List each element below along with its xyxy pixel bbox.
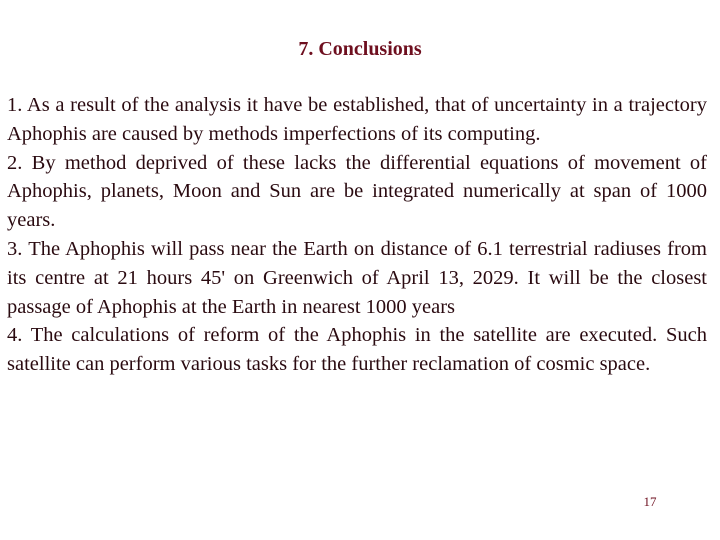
conclusion-item-1: 1. As a result of the analysis it have be established, that of uncertainty in a trajectory Aphophis are caused by methods imperfections of its computing. — [7, 94, 707, 145]
conclusion-item-4: 4. The calculations of reform of the Aphophis in the satellite are executed. Such satellite can perform various tasks for the further reclamation of cosmic space. — [7, 324, 707, 376]
page-number: 17 — [643, 494, 657, 509]
conclusion-item-2: 2. By method deprived of these lacks the differential equations of movement of Aphophis, planets, Moon and Sun are be integrated numerically at span of 1000 years. — [7, 151, 707, 232]
slide-title: 7. Conclusions — [298, 38, 422, 60]
conclusion-item-3: 3. The Aphophis will pass near the Earth on distance of 6.1 terrestrial radiuses from its centre at 21 hours 45' on Greenwich of April 13, 2029. It will be the closest passage of Aphophis at the Earth in nearest 1000 years — [7, 237, 707, 318]
conclusions-list — [7, 91, 707, 379]
